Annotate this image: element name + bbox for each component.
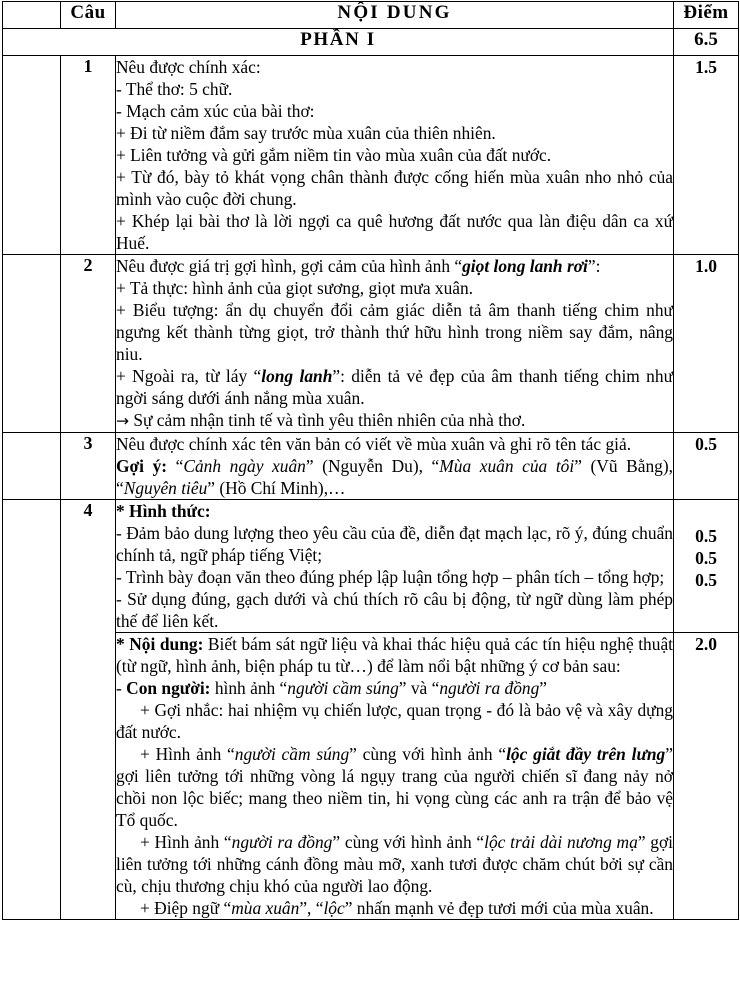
- row2-content: [116, 255, 674, 433]
- hinh-thuc-heading: [116, 500, 673, 522]
- row2-line-1: [116, 255, 673, 277]
- con-nguoi-em-2: người ra đồng: [439, 678, 540, 699]
- row2-line5-text: Sự cảm nhận tinh tế và tình yêu thiên nhiên của nhà thơ.: [129, 410, 526, 431]
- row1-line-5: + Từ đó, bày tỏ khát vọng chân thành được cống hiến mùa xuân nho nhỏ của mình vào cuộc đời chung.: [116, 167, 673, 210]
- row1-line-3: + Đi từ niềm đắm say trước mùa xuân của thiên nhiên.: [116, 123, 496, 144]
- hinh-thuc-score-2: 0.5: [695, 570, 717, 591]
- row1-line-0: Nêu được chính xác:: [116, 57, 261, 77]
- row3-goi-y-label: Gợi ý:: [116, 455, 168, 476]
- header-diem: Điểm: [674, 2, 739, 29]
- row1-line-4: + Liên tưởng và gửi gắm niềm tin vào mùa xuân của đất nước.: [116, 145, 552, 166]
- hinh-thuc-score-1: 0.5: [695, 548, 717, 569]
- b2-em-1: người cầm súng: [234, 744, 350, 765]
- row1-blank-cell: [3, 56, 61, 255]
- noi-dung-con-nguoi: [116, 677, 673, 699]
- table-header-row: [3, 2, 739, 29]
- hinh-thuc-score-0: 0.5: [695, 525, 717, 546]
- hinh-thuc-line-2: - Sử dụng đúng, gạch dưới và chú thích rõ câu bị động, từ ngữ dùng làm phép thế để liên kết.: [116, 588, 673, 631]
- b3-b: ” cùng với hình ảnh “: [332, 832, 485, 853]
- row1-cau-number: 1: [61, 56, 116, 255]
- b2-b: ” cùng với hình ảnh “: [349, 744, 507, 765]
- row1-line-2: - Mạch cảm xúc của bài thơ:: [116, 101, 315, 122]
- con-nguoi-b: ” và “: [398, 678, 440, 699]
- b3-em-1: người ra đồng: [231, 832, 333, 853]
- row2-line-2: + Tả thực: hình ảnh của giọt sương, giọt mưa xuân.: [116, 278, 474, 299]
- con-nguoi-label: Con người:: [126, 678, 211, 699]
- row2-line4-emphasis: long lanh: [261, 366, 333, 387]
- b4-em-2: lộc: [323, 898, 345, 919]
- b3-em-2: lộc trải dài nương mạ: [484, 832, 638, 853]
- row3-line-1: Nêu được chính xác tên văn bản có viết về mùa xuân và ghi rõ tên tác giả.: [116, 433, 632, 454]
- b4-a: + Điệp ngữ “: [140, 898, 232, 919]
- row3-q1: “: [167, 455, 184, 476]
- con-nguoi-dash: -: [116, 678, 127, 699]
- row1-content: [116, 56, 674, 255]
- b3-c: ” gợi liên tưởng tới những cánh đồng màu mỡ, xanh tươi được chăm chút bởi sự cần cù, chịu thương chịu khó của người lao động.: [116, 832, 674, 897]
- row2-line4-part-b: ”: diễn tả vẻ đẹp của âm thanh tiếng chim như ngời sáng dưới ánh nắng mùa xuân.: [116, 366, 673, 409]
- row2-line1-emphasis: giọt long lanh rơi: [462, 256, 588, 277]
- row2-line-4: [116, 365, 673, 409]
- noi-dung-intro: Biết bám sát ngữ liệu và khai thác hiệu quả các tín hiệu nghệ thuật (từ ngữ, hình ảnh, biện pháp tu từ…) để làm nổi bật những ý cơ bản sau:: [116, 633, 673, 676]
- row3-cau-number: 3: [61, 432, 116, 499]
- b3-a: + Hình ảnh “: [140, 832, 232, 853]
- row2-score: 1.0: [674, 255, 739, 433]
- con-nguoi-a: hình ảnh “: [210, 678, 288, 699]
- row4-hinh-thuc-scores: [674, 499, 739, 632]
- row3-title-2: Mùa xuân của tôi: [439, 455, 575, 476]
- row3-goi-y: [116, 455, 673, 499]
- header-cau: Câu: [61, 2, 116, 29]
- row1-line-1: - Thể thơ: 5 chữ.: [116, 79, 233, 100]
- row4-hinh-thuc-content: [116, 499, 674, 632]
- answer-key-table: [2, 1, 739, 920]
- row3-content: [116, 432, 674, 499]
- row3-score: 0.5: [674, 432, 739, 499]
- right-arrow-icon: →: [116, 412, 129, 431]
- b4-em-1: mùa xuân: [231, 898, 300, 919]
- row3-title-1: Cảnh ngày xuân: [183, 455, 306, 476]
- b4-b: ”, “: [299, 898, 324, 919]
- b2-c: ” gợi liên tưởng tới những vòng lá ngụy trang của người chiến sĩ đang nảy nở chồi non lộc biếc; mang theo niềm tin, hi vọng cùng các anh ra trận để bảo vệ Tổ quốc.: [116, 744, 673, 831]
- noi-dung-bullet-4: [116, 897, 673, 919]
- row1-line-6: + Khép lại bài thơ là lời ngợi ca quê hương đất nước qua làn điệu dân ca xứ Huế.: [116, 211, 673, 254]
- part-banner-label: PHẦN I: [3, 29, 674, 56]
- header-blank: [3, 2, 61, 29]
- row4-noi-dung-score: 2.0: [674, 632, 739, 919]
- row2-blank-cell: [3, 255, 61, 433]
- row2-line4-part-a: + Ngoài ra, từ láy “: [116, 366, 262, 387]
- noi-dung-title: Nội dung:: [129, 633, 204, 654]
- row1-score: 1.5: [674, 56, 739, 255]
- table-row-cau-3: [3, 432, 739, 499]
- con-nguoi-c: ”: [539, 678, 548, 699]
- row2-line1-part-b: ”:: [587, 256, 601, 277]
- header-noi-dung: NỘI DUNG: [116, 2, 674, 29]
- table-row-cau-2: [3, 255, 739, 433]
- row2-line-5: [116, 409, 673, 432]
- row4-cau-number: 4: [61, 499, 116, 919]
- row3-title-3: Nguyên tiêu: [123, 477, 208, 498]
- row4-blank-cell: [3, 499, 61, 919]
- noi-dung-bullet-3: [116, 831, 673, 897]
- table-row-cau-1: [3, 56, 739, 255]
- row2-cau-number: 2: [61, 255, 116, 433]
- hinh-thuc-title: Hình thức:: [129, 500, 211, 521]
- document-page: [0, 1, 740, 1001]
- noi-dung-heading: [116, 633, 673, 677]
- part-banner-score: 6.5: [674, 29, 739, 56]
- b2-em-2: lộc giắt đầy trên lưng: [506, 744, 666, 765]
- row4-noi-dung-content: [116, 632, 674, 919]
- b2-a: + Hình ảnh “: [140, 744, 235, 765]
- row2-line-3: + Biểu tượng: ẩn dụ chuyển đổi cảm giác diễn tả âm thanh tiếng chim như ngưng kết thành từng giọt, trở thành thứ hữu hình trong niềm say đắm, nâng niu.: [116, 300, 673, 365]
- b4-c: ” nhấn mạnh vẻ đẹp tươi mới của mùa xuân.: [344, 898, 654, 919]
- con-nguoi-em-1: người cầm súng: [287, 678, 399, 699]
- row2-line1-part-a: Nêu được giá trị gợi hình, gợi cảm của hình ảnh “: [116, 256, 463, 277]
- part-banner-row: [3, 29, 739, 56]
- noi-dung-bullet-2: [116, 743, 673, 831]
- row3-q2: ” (Nguyễn Du), “: [305, 455, 440, 476]
- hinh-thuc-star: *: [116, 500, 130, 521]
- row3-blank-cell: [3, 432, 61, 499]
- table-row-cau-4-hinh-thuc: [3, 499, 739, 632]
- hinh-thuc-line-0: - Đảm bảo dung lượng theo yêu cầu của đề, diễn đạt mạch lạc, rõ ý, đúng chuẩn chính tả, ngữ pháp tiếng Việt;: [116, 522, 673, 565]
- row3-q4: ” (Hồ Chí Minh),…: [207, 477, 346, 498]
- row3-q3: ” (Vũ Bằng), “: [116, 455, 673, 498]
- noi-dung-bullet-1: + Gợi nhắc: hai nhiệm vụ chiến lược, quan trọng - đó là bảo vệ và xây dựng đất nước.: [116, 700, 673, 743]
- noi-dung-star: *: [116, 633, 130, 654]
- hinh-thuc-line-1: - Trình bày đoạn văn theo đúng phép lập luận tổng hợp – phân tích – tổng hợp;: [116, 566, 665, 587]
